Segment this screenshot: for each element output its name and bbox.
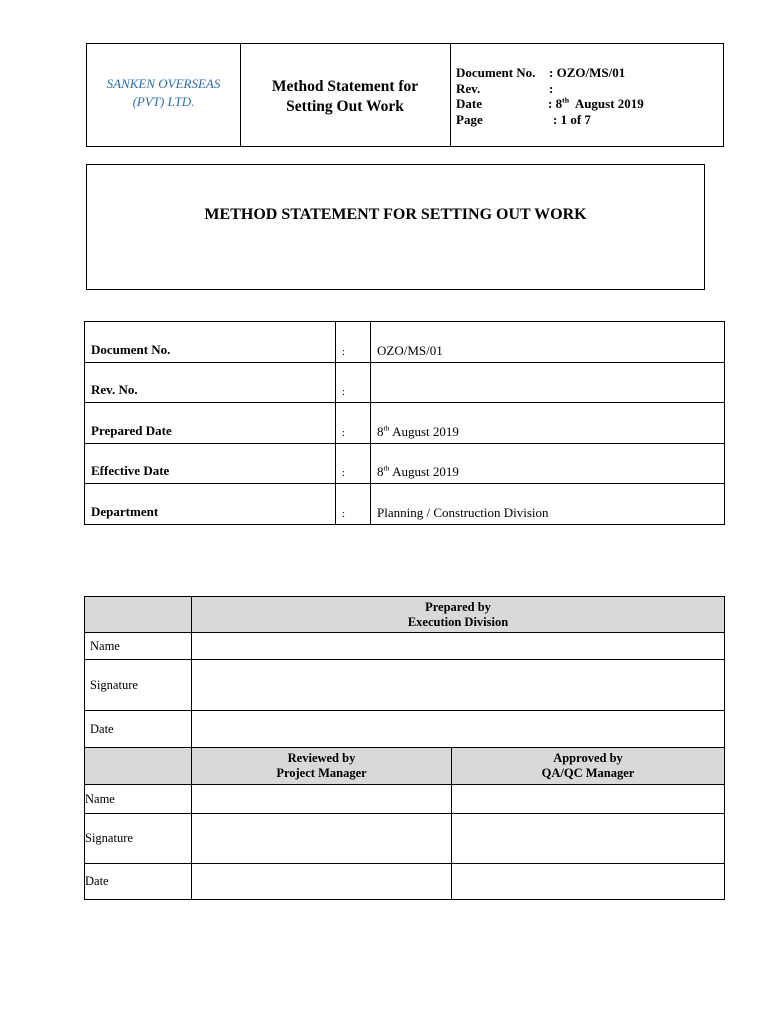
signature-label: Signature [85, 660, 192, 711]
prepared-by-header [192, 597, 725, 633]
document-header [86, 43, 724, 147]
approved-by-line1: Approved by [553, 751, 623, 765]
reviewed-by-line1: Reviewed by [287, 751, 356, 765]
reviewer-name-field[interactable] [192, 785, 452, 814]
prepared-date-row [85, 711, 725, 748]
meta-date-label: Date [456, 96, 482, 111]
info-value [371, 403, 725, 444]
meta-rev-label: Rev. [456, 80, 481, 96]
info-separator: : [336, 443, 371, 484]
meta-page-value: : 1 of 7 [553, 111, 591, 127]
header-title-line1: Method Statement for [271, 78, 419, 95]
reviewer-date-field[interactable] [192, 864, 452, 900]
approver-signature-field[interactable] [452, 814, 725, 864]
info-row-rev [85, 362, 725, 403]
info-separator: : [336, 322, 371, 363]
blank-header-cell [85, 748, 192, 785]
meta-date-value [548, 96, 644, 112]
prepared-by-line1: Prepared by [425, 599, 491, 614]
document-info-table [84, 321, 725, 525]
prepared-name-row [85, 633, 725, 660]
info-row-department [85, 484, 725, 525]
meta-docno-value: : OZO/MS/01 [549, 65, 626, 80]
info-value-sup: th [383, 423, 390, 433]
approval-table [84, 596, 725, 900]
info-label: Prepared Date [85, 403, 336, 444]
main-title: METHOD STATEMENT FOR SETTING OUT WORK [204, 206, 587, 223]
info-value-day: 8 [377, 423, 384, 439]
meta-date-sup: th [562, 95, 570, 105]
date-label: Date [85, 864, 192, 900]
signature-label: Signature [85, 814, 192, 864]
info-value-rest: August 2019 [389, 464, 459, 479]
company-name-line2: (PVT) LTD. [132, 94, 195, 109]
prepared-signature-row [85, 660, 725, 711]
meta-date-day: : 8 [548, 96, 563, 111]
reviewed-by-header [192, 748, 452, 785]
company-name-line1: SANKEN OVERSEAS [106, 76, 221, 91]
meta-page-label: Page [456, 111, 483, 127]
info-row-prepared-date [85, 403, 725, 444]
info-row-effective-date [85, 443, 725, 484]
approver-date-field[interactable] [452, 864, 725, 900]
info-label: Department [85, 484, 336, 525]
info-value [371, 443, 725, 484]
meta-date-rest: August 2019 [569, 96, 644, 111]
approved-by-header [452, 748, 725, 785]
approved-by-line2: QA/QC Manager [541, 766, 635, 780]
date-label: Date [85, 711, 192, 748]
meta-docno-label: Document No. [456, 65, 536, 80]
meta-rev-value: : [549, 80, 554, 96]
info-separator: : [336, 403, 371, 444]
reviewer-signature-field[interactable] [192, 814, 452, 864]
title-box [86, 164, 705, 290]
reviewed-by-line2: Project Manager [276, 766, 367, 780]
info-label: Document No. [85, 322, 336, 363]
header-title [240, 77, 450, 117]
info-row-docno [85, 322, 725, 363]
info-separator: : [336, 484, 371, 525]
prepared-by-line2: Execution Division [407, 614, 509, 629]
prepared-signature-field[interactable] [192, 660, 725, 711]
company-cell [87, 44, 241, 146]
name-label: Name [85, 785, 192, 814]
info-value-day: 8 [377, 464, 384, 479]
info-value [371, 362, 725, 403]
review-name-row [85, 785, 725, 814]
info-value-rest: August 2019 [389, 423, 459, 439]
info-value-sup: th [383, 463, 390, 473]
prepared-by-header-row [85, 597, 725, 633]
company-name [87, 75, 240, 111]
info-label: Effective Date [85, 443, 336, 484]
info-label: Rev. No. [85, 362, 336, 403]
review-date-row [85, 864, 725, 900]
blank-header-cell [85, 597, 192, 633]
prepared-name-field[interactable] [192, 633, 725, 660]
name-label: Name [85, 633, 192, 660]
approver-name-field[interactable] [452, 785, 725, 814]
prepared-date-field[interactable] [192, 711, 725, 748]
info-separator: : [336, 362, 371, 403]
header-title-line2: Setting Out Work [286, 98, 404, 115]
review-signature-row [85, 814, 725, 864]
info-value: Planning / Construction Division [371, 484, 725, 525]
header-title-cell [240, 44, 451, 146]
info-value: OZO/MS/01 [371, 322, 725, 363]
review-approve-header-row [85, 748, 725, 785]
